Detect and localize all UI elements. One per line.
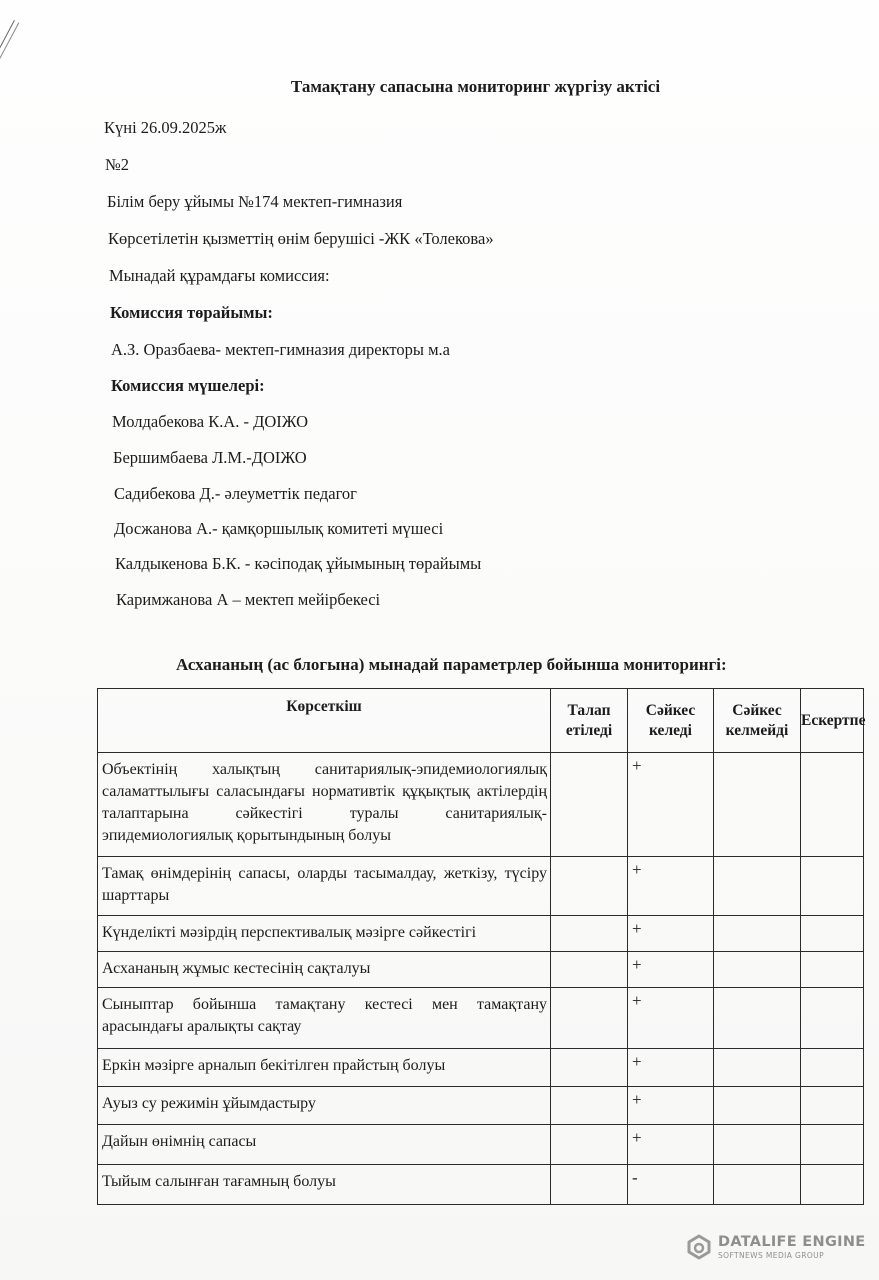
cell-note — [801, 857, 864, 916]
table-header-row — [98, 689, 864, 753]
cell-indicator: Еркін мәзірге арналып бекітілген прайстың болуы — [98, 1049, 551, 1087]
cell-required — [551, 988, 628, 1049]
cell-indicator: Ауыз су режимін ұйымдастыру — [98, 1087, 551, 1125]
cell-compliant: + — [628, 857, 714, 916]
cell-non-compliant — [714, 1165, 801, 1205]
cell-compliant: + — [628, 1087, 714, 1125]
member-item: Каримжанова А – мектеп мейірбекесі — [116, 590, 381, 609]
cell-indicator: Күнделікті мәзірдің перспективалық мәзірге сәйкестігі — [98, 916, 551, 952]
commission-intro: Мынадай құрамдағы комиссия: — [109, 266, 330, 285]
chair-name: А.З. Оразбаева- мектеп-гимназия директоры м.а — [111, 340, 450, 359]
cell-note — [801, 988, 864, 1049]
cell-non-compliant — [714, 1087, 801, 1125]
header-indicator: Көрсеткіш — [98, 689, 551, 753]
cell-non-compliant — [714, 1125, 801, 1165]
cell-indicator: Тамақ өнімдерінің сапасы, оларды тасымалдау, жеткізу, түсіру шарттары — [98, 857, 551, 916]
members-heading: Комиссия мүшелері: — [111, 376, 265, 395]
table-row — [98, 916, 864, 952]
date-line: Күні 26.09.2025ж — [104, 118, 227, 137]
cell-indicator: Дайын өнімнің сапасы — [98, 1125, 551, 1165]
table-row — [98, 1049, 864, 1087]
cell-note — [801, 952, 864, 988]
cell-non-compliant — [714, 753, 801, 857]
cell-non-compliant — [714, 952, 801, 988]
header-compliant: Сәйкес келеді — [628, 689, 714, 753]
cell-note — [801, 753, 864, 857]
cell-compliant: + — [628, 753, 714, 857]
cell-required — [551, 753, 628, 857]
cell-note — [801, 1087, 864, 1125]
header-required: Талап етіледі — [551, 689, 628, 753]
watermark-sub-text: SOFTNEWS MEDIA GROUP — [718, 1250, 824, 1260]
cell-required — [551, 916, 628, 952]
cell-required — [551, 857, 628, 916]
cell-required — [551, 952, 628, 988]
watermark — [686, 1234, 866, 1260]
cell-non-compliant — [714, 1049, 801, 1087]
cell-required — [551, 1049, 628, 1087]
cell-non-compliant — [714, 857, 801, 916]
table-row — [98, 952, 864, 988]
member-item: Бершимбаева Л.М.-ДОІЖО — [113, 448, 307, 467]
cell-compliant: + — [628, 952, 714, 988]
table-row — [98, 753, 864, 857]
cell-compliant: + — [628, 916, 714, 952]
chair-heading: Комиссия төрайымы: — [110, 303, 273, 322]
act-number: №2 — [105, 155, 129, 174]
table-row — [98, 1125, 864, 1165]
table-row — [98, 988, 864, 1049]
cell-required — [551, 1165, 628, 1205]
table-row — [98, 857, 864, 916]
section-title: Асхананың (ас блогына) мынадай параметрлер бойынша мониторингі: — [176, 655, 727, 674]
member-item: Садибекова Д.- әлеуметтік педагог — [114, 484, 357, 503]
member-item: Досжанова А.- қамқоршылық комитеті мүшесі — [114, 519, 444, 538]
organization-line: Білім беру ұйымы №174 мектеп-гимназия — [107, 192, 403, 211]
cell-required — [551, 1087, 628, 1125]
cell-note — [801, 916, 864, 952]
table-row — [98, 1087, 864, 1125]
datalife-logo-icon — [686, 1234, 712, 1260]
table-row — [98, 1165, 864, 1205]
cell-indicator: Асхананың жұмыс кестесінің сақталуы — [98, 952, 551, 988]
provider-line: Көрсетілетін қызметтің өнім берушісі -ЖК «Толекова» — [108, 229, 494, 248]
cell-non-compliant — [714, 916, 801, 952]
scan-edge-mark — [0, 20, 19, 67]
header-note: Ескертпе — [801, 689, 864, 753]
header-non-compliant: Сәйкес келмейді — [714, 689, 801, 753]
cell-required — [551, 1125, 628, 1165]
cell-compliant: + — [628, 1049, 714, 1087]
cell-note — [801, 1125, 864, 1165]
cell-note — [801, 1049, 864, 1087]
cell-note — [801, 1165, 864, 1205]
cell-indicator: Тыйым салынған тағамның болуы — [98, 1165, 551, 1205]
monitoring-table — [97, 688, 864, 1205]
member-item: Молдабекова К.А. - ДОІЖО — [112, 412, 309, 431]
member-item: Калдыкенова Б.К. - кәсіподақ ұйымының төрайымы — [115, 554, 482, 573]
cell-compliant: + — [628, 988, 714, 1049]
document-title: Тамақтану сапасына мониторинг жүргізу актісі — [290, 77, 661, 96]
cell-non-compliant — [714, 988, 801, 1049]
watermark-main-text: DATALIFE ENGINE — [718, 1234, 866, 1250]
cell-compliant: - — [628, 1165, 714, 1205]
cell-indicator: Сыныптар бойынша тамақтану кестесі мен тамақтану арасындағы аралықты сақтау — [98, 988, 551, 1049]
cell-compliant: + — [628, 1125, 714, 1165]
cell-indicator: Объектінің халықтың санитариялық-эпидемиологиялық саламаттылығы саласындағы нормативтік құқықтық актілердің талаптарына сәйкестігі туралы санитариялық-эпидемиологиялық қорытындының болуы — [98, 753, 551, 857]
